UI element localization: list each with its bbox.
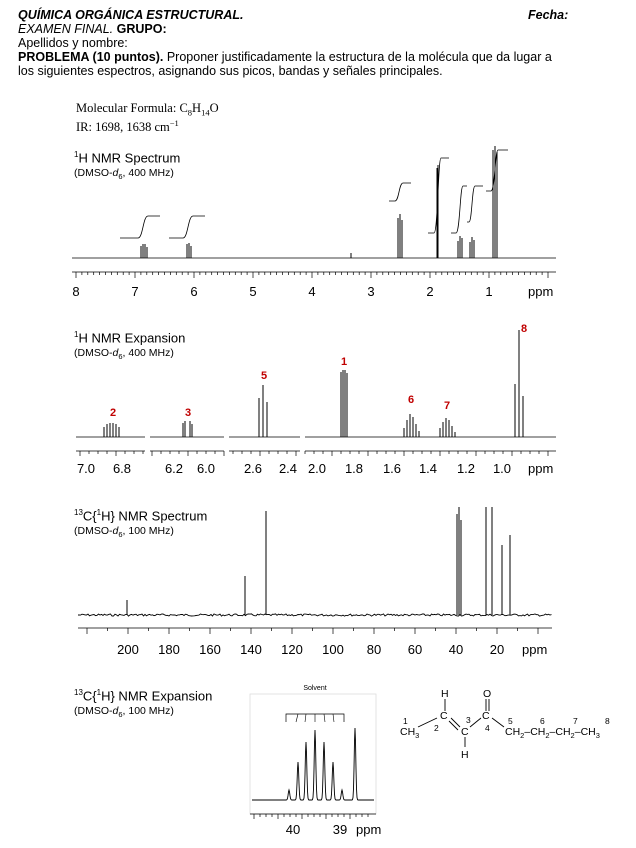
- h1-tick-label: 7: [131, 284, 139, 299]
- svg-text:ppm: ppm: [522, 642, 548, 657]
- svg-text:140: 140: [240, 642, 262, 657]
- peak-label-2: 2: [109, 407, 117, 419]
- c13-expansion: [250, 694, 376, 819]
- atom-number: 5: [508, 716, 513, 726]
- h1-axis-labels: [72, 284, 553, 299]
- h1-tick-label: 4: [308, 284, 316, 299]
- svg-text:160: 160: [199, 642, 221, 657]
- peak-label-5: 5: [260, 370, 268, 382]
- atom-h-top: H: [441, 688, 449, 700]
- svg-text:1.4: 1.4: [418, 461, 438, 476]
- atom-ch3-left: $CH_3$: [400, 726, 420, 740]
- svg-text:40: 40: [285, 822, 301, 837]
- svg-text:6.2: 6.2: [164, 461, 184, 476]
- svg-text:20: 20: [489, 642, 505, 657]
- svg-text:6.8: 6.8: [112, 461, 132, 476]
- svg-text:2.0: 2.0: [307, 461, 327, 476]
- h1-spectrum-title: $^1$H NMR Spectrum: [74, 150, 181, 166]
- svg-text:ppm: ppm: [528, 461, 554, 476]
- svg-text:6.0: 6.0: [196, 461, 216, 476]
- peak-label-3: 3: [184, 407, 192, 419]
- h1-tick-label: 2: [426, 284, 434, 299]
- atom-number: 8: [605, 716, 610, 726]
- svg-text:ppm: ppm: [356, 822, 382, 837]
- atom-c2: C: [440, 710, 448, 722]
- name-label: Apellidos y nombre:: [18, 36, 128, 50]
- h1-peaks: [141, 146, 497, 258]
- c13-spectrum: [78, 507, 552, 634]
- h1-axis-ticks: [76, 272, 548, 278]
- svg-text:2.6: 2.6: [243, 461, 263, 476]
- svg-text:40: 40: [448, 642, 464, 657]
- svg-text:1.0: 1.0: [492, 461, 512, 476]
- svg-text:2.4: 2.4: [278, 461, 298, 476]
- molecular-formula: Molecular Formula: $C_8H_{14}O$: [76, 101, 219, 118]
- h1-tick-label: 5: [249, 284, 257, 299]
- svg-text:200: 200: [117, 642, 139, 657]
- h1-expansion-peaks: [104, 330, 523, 437]
- h1-axis-unit: ppm: [528, 284, 554, 299]
- c13-axis-ticks: [87, 628, 538, 634]
- atom-number: 3: [466, 715, 471, 725]
- c13-baseline: [78, 614, 552, 616]
- date-label: Fecha:: [528, 8, 569, 22]
- svg-text:1.6: 1.6: [382, 461, 402, 476]
- svg-text:7.0: 7.0: [76, 461, 96, 476]
- atom-o: O: [483, 688, 492, 700]
- h1-tick-label: 3: [367, 284, 375, 299]
- peak-label-7: 7: [443, 400, 451, 412]
- chemical-structure: [400, 688, 610, 761]
- h1-spectrum: [72, 146, 556, 278]
- svg-text:120: 120: [281, 642, 303, 657]
- svg-text:60: 60: [407, 642, 423, 657]
- svg-text:180: 180: [158, 642, 180, 657]
- svg-text:1.8: 1.8: [344, 461, 364, 476]
- atom-number: 6: [540, 716, 545, 726]
- ir-data: IR: 1698, 1638 $cm^{-1}$: [76, 118, 179, 135]
- atom-chain: $CH_2-CH_2-CH_2-CH_3$: [505, 726, 600, 740]
- atom-c3: C: [461, 726, 469, 738]
- h1-tick-label: 8: [72, 284, 80, 299]
- h1-expansion-ticks: [80, 451, 548, 456]
- svg-text:100: 100: [322, 642, 344, 657]
- c13-expansion-title: $^{13}$C{$^1$H} NMR Expansion: [74, 688, 213, 704]
- group-label: GRUPO:: [116, 22, 167, 36]
- h1-expansion-axis-labels: [77, 461, 553, 476]
- c13-expansion-subtitle: ($DMSO-d_6$, 100 MHz): [74, 705, 174, 720]
- problem-text-2: los siguientes espectros, asignando sus picos, bandas y señales principales.: [18, 64, 443, 78]
- course-title: QUÍMICA ORGÁNICA ESTRUCTURAL.: [18, 8, 244, 22]
- atom-number: 7: [573, 716, 578, 726]
- h1-spectrum-subtitle: ($DMSO-d_6$, 400 MHz): [74, 167, 174, 182]
- h1-expansion-subtitle: ($DMSO-d_6$, 400 MHz): [74, 347, 174, 362]
- problem-text-1: Proponer justificadamente la estructura de la molécula que da lugar a: [163, 50, 552, 64]
- atom-number: 4: [485, 723, 490, 733]
- h1-expansion: [76, 330, 556, 456]
- svg-text:1.2: 1.2: [456, 461, 476, 476]
- peak-label-8: 8: [520, 323, 528, 335]
- atom-h-bottom: H: [461, 749, 469, 761]
- svg-text:39: 39: [332, 822, 348, 837]
- atom-c4: C: [482, 710, 490, 722]
- problem-label: PROBLEMA (10 puntos).: [18, 50, 164, 64]
- c13-spectrum-title: $^{13}$C{$^1$H} NMR Spectrum: [74, 508, 208, 524]
- peak-label-1: 1: [340, 356, 348, 368]
- c13-axis-labels: [117, 642, 547, 657]
- peak-label-6: 6: [407, 394, 415, 406]
- h1-expansion-title: $^1$H NMR Expansion: [74, 330, 186, 346]
- solvent-label: Solvent: [303, 685, 327, 692]
- h1-expansion-peak-labels: [110, 323, 527, 419]
- h1-integrals: [120, 150, 508, 238]
- h1-tick-label: 1: [485, 284, 493, 299]
- atom-number: 1: [403, 716, 408, 726]
- atom-number: 2: [434, 723, 439, 733]
- c13-spectrum-subtitle: ($DMSO-d_6$, 100 MHz): [74, 525, 174, 540]
- svg-text:80: 80: [366, 642, 382, 657]
- exam-label: EXAMEN FINAL.: [18, 22, 114, 36]
- h1-tick-label: 6: [190, 284, 198, 299]
- c13-peaks: [127, 507, 510, 615]
